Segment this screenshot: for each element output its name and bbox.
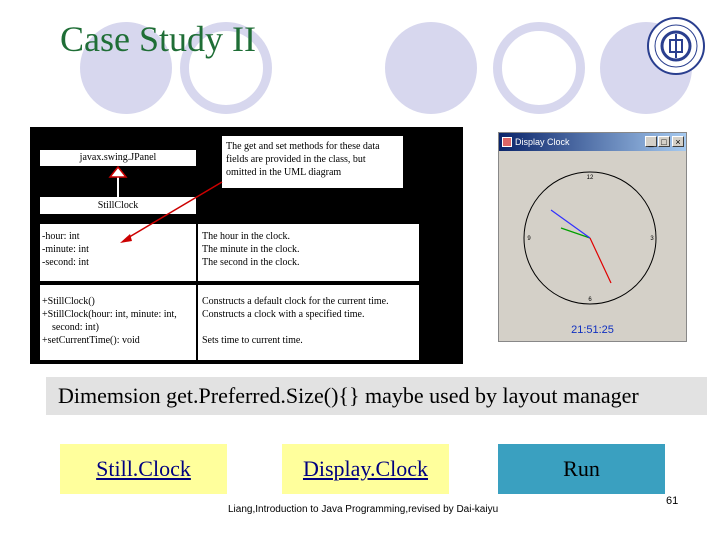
window-title: Display Clock: [515, 137, 570, 147]
university-logo-icon: [646, 16, 706, 76]
dial-label-6: 6: [588, 297, 592, 303]
uml-method-desc: Sets time to current time.: [202, 335, 303, 346]
uml-field-desc: The second in the clock.: [202, 257, 300, 268]
uml-method: second: int): [52, 322, 99, 333]
still-clock-link-button[interactable]: Still.Clock: [60, 444, 227, 494]
uml-field-desc: The hour in the clock.: [202, 231, 291, 242]
uml-method-desc: Constructs a default clock for the current time.: [202, 296, 389, 307]
uml-method: +StillClock(): [42, 296, 95, 307]
uml-note-line: The get and set methods for these data: [226, 141, 380, 152]
slide-title: Case Study II: [60, 19, 256, 59]
clock-second-hand: [590, 238, 611, 283]
uml-method: +setCurrentTime(): void: [42, 335, 140, 346]
dial-label-12: 12: [586, 175, 594, 181]
uml-note-line: omitted in the UML diagram: [226, 167, 342, 178]
minimize-button[interactable]: _: [645, 136, 657, 147]
run-button[interactable]: Run: [498, 444, 665, 494]
window-titlebar: [499, 133, 686, 151]
clock-face: [499, 152, 686, 324]
clock-digital-time: 21:51:25: [571, 324, 614, 336]
dial-label-9: 9: [527, 236, 531, 242]
clock-hour-hand: [561, 228, 590, 238]
decor-circle: [385, 22, 477, 114]
clock-minute-hand: [551, 210, 590, 238]
uml-field: -second: int: [42, 257, 89, 268]
maximize-button[interactable]: □: [658, 136, 670, 147]
uml-note-line: fields are provided in the class, but: [226, 154, 366, 165]
uml-method: +StillClock(hour: int, minute: int,: [42, 309, 177, 320]
uml-superclass-name: javax.swing.JPanel: [79, 152, 157, 163]
slide-caption: Dimemsion get.Preferred.Size(){} maybe used by layout manager: [46, 377, 707, 415]
app-icon: [502, 137, 512, 147]
display-clock-window: [498, 132, 687, 342]
uml-field-desc: The minute in the clock.: [202, 244, 300, 255]
close-button[interactable]: ×: [672, 136, 684, 147]
uml-field: -minute: int: [42, 244, 89, 255]
uml-field: -hour: int: [42, 231, 80, 242]
uml-connectors: [30, 127, 463, 364]
uml-method-desc: Constructs a clock with a specified time.: [202, 309, 365, 320]
page-number: 61: [666, 495, 679, 507]
slide-footer: Liang,Introduction to Java Programming,revised by Dai-kaiyu: [228, 504, 499, 515]
uml-class-diagram: [30, 127, 463, 364]
decor-ring: [493, 22, 585, 114]
display-clock-link-button[interactable]: Display.Clock: [282, 444, 449, 494]
uml-class-name: StillClock: [97, 200, 139, 211]
dial-label-3: 3: [650, 236, 654, 242]
